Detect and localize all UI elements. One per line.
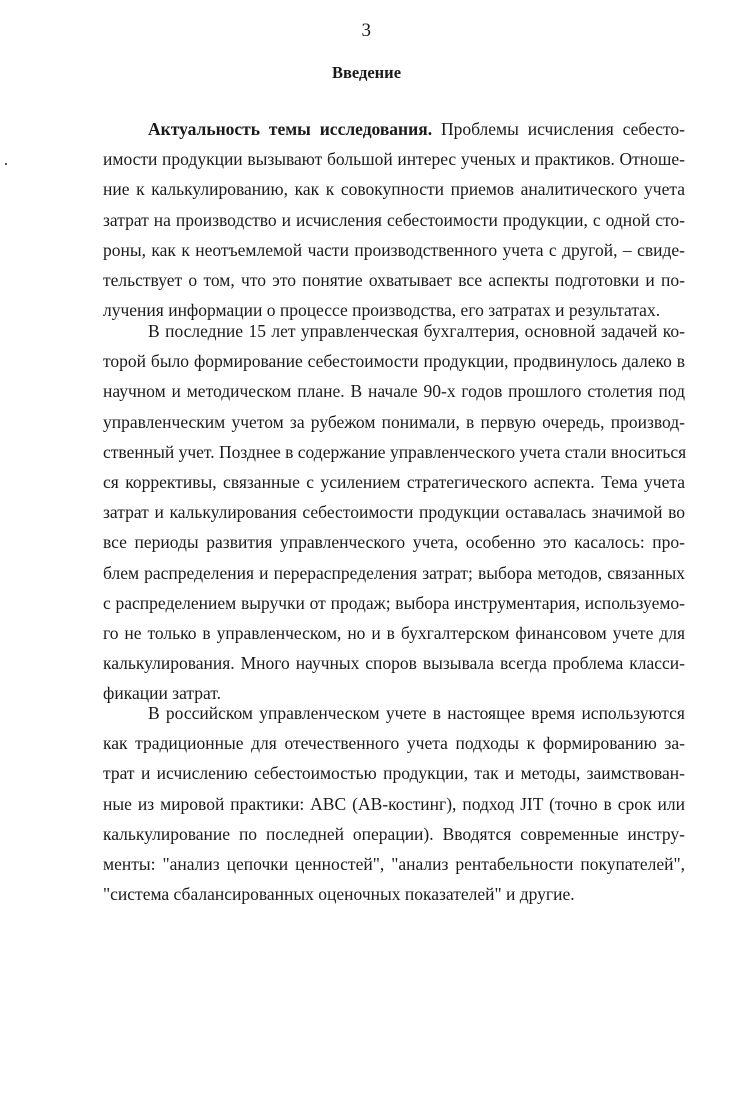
- paragraph-line: ные из мировой практики: ABC (АВ-костинг), подход JIT (точно в срок или: [103, 793, 685, 814]
- paragraph-line: затрат и калькулирования себестоимости продукции оставалась значимой во: [103, 502, 685, 523]
- paragraph-line: как традиционные для отечественного учета подходы к формированию за-: [103, 733, 685, 754]
- paragraph-line: все периоды развития управленческого учета, особенно это касалось: про-: [103, 532, 685, 553]
- paragraph-line: лучения информации о процессе производства, его затратах и результатах.: [103, 300, 661, 321]
- paragraph-line: го не только в управленческом, но и в бухгалтерском финансовом учете для: [103, 622, 685, 643]
- paragraph-line: фикации затрат.: [103, 683, 222, 704]
- paragraph-line: ние к калькулированию, как к совокупности приемов аналитического учета: [103, 179, 685, 200]
- paragraph-line: ственный учет. Позднее в содержание управленческого учета стали вноситься: [103, 441, 687, 462]
- paragraph-history: [103, 316, 685, 708]
- paragraph-line: ся коррективы, связанные с усилением стратегического аспекта. Тема учета: [103, 471, 685, 492]
- paragraph-line: с распределением выручки от продаж; выбора инструментария, используемо-: [103, 592, 685, 613]
- paragraph-line: В последние 15 лет управленческая бухгалтерия, основной задачей ко-: [148, 321, 685, 341]
- paragraph-line: В российском управленческом учете в настоящее время используются: [148, 703, 685, 723]
- paragraph-line: [103, 114, 685, 144]
- paragraph-line: тельствует о том, что это понятие охватывает все аспекты подготовки и по-: [103, 269, 685, 290]
- paragraph-russian-practice: [103, 698, 685, 909]
- paragraph-line: менты: "анализ цепочки ценностей", "анализ рентабельности покупателей",: [103, 853, 685, 874]
- paragraph-line: трат и исчислению себестоимостью продукции, так и методы, заимствован-: [103, 763, 685, 784]
- paragraph-line: имости продукции вызывают большой интерес ученых и практиков. Отноше-: [103, 149, 685, 170]
- paragraph-line: калькулирования. Много научных споров вызывала всегда проблема класси-: [103, 653, 685, 674]
- paragraph-line: калькулирование по последней операции). Вводятся современные инстру-: [103, 823, 685, 844]
- paragraph-line: торой было формирование себестоимости продукции, продвинулось далеко в: [103, 351, 685, 372]
- margin-mark: [5, 163, 7, 165]
- paragraph-lead: Актуальность темы исследования.: [148, 119, 433, 139]
- paragraph-line: роны, как к неотъемлемой части производственного учета с другой, – свиде-: [103, 239, 685, 260]
- paragraph-line: научном и методическом плане. В начале 90-х годов прошлого столетия под: [103, 381, 685, 402]
- paragraph-line-text: Проблемы исчисления себесто-: [432, 119, 686, 139]
- paragraph-relevance: [103, 114, 685, 325]
- page-number: 3: [361, 20, 372, 41]
- page-title: Введение: [331, 63, 402, 82]
- paragraph-line: затрат на производство и исчисления себестоимости продукции, с одной сто-: [103, 209, 685, 230]
- paragraph-line: блем распределения и перераспределения затрат; выбора методов, связанных: [103, 562, 685, 583]
- paragraph-line: "система сбалансированных оценочных показателей" и другие.: [103, 884, 575, 905]
- paragraph-line: управленческим учетом за рубежом понимали, в первую очередь, производ-: [103, 411, 685, 432]
